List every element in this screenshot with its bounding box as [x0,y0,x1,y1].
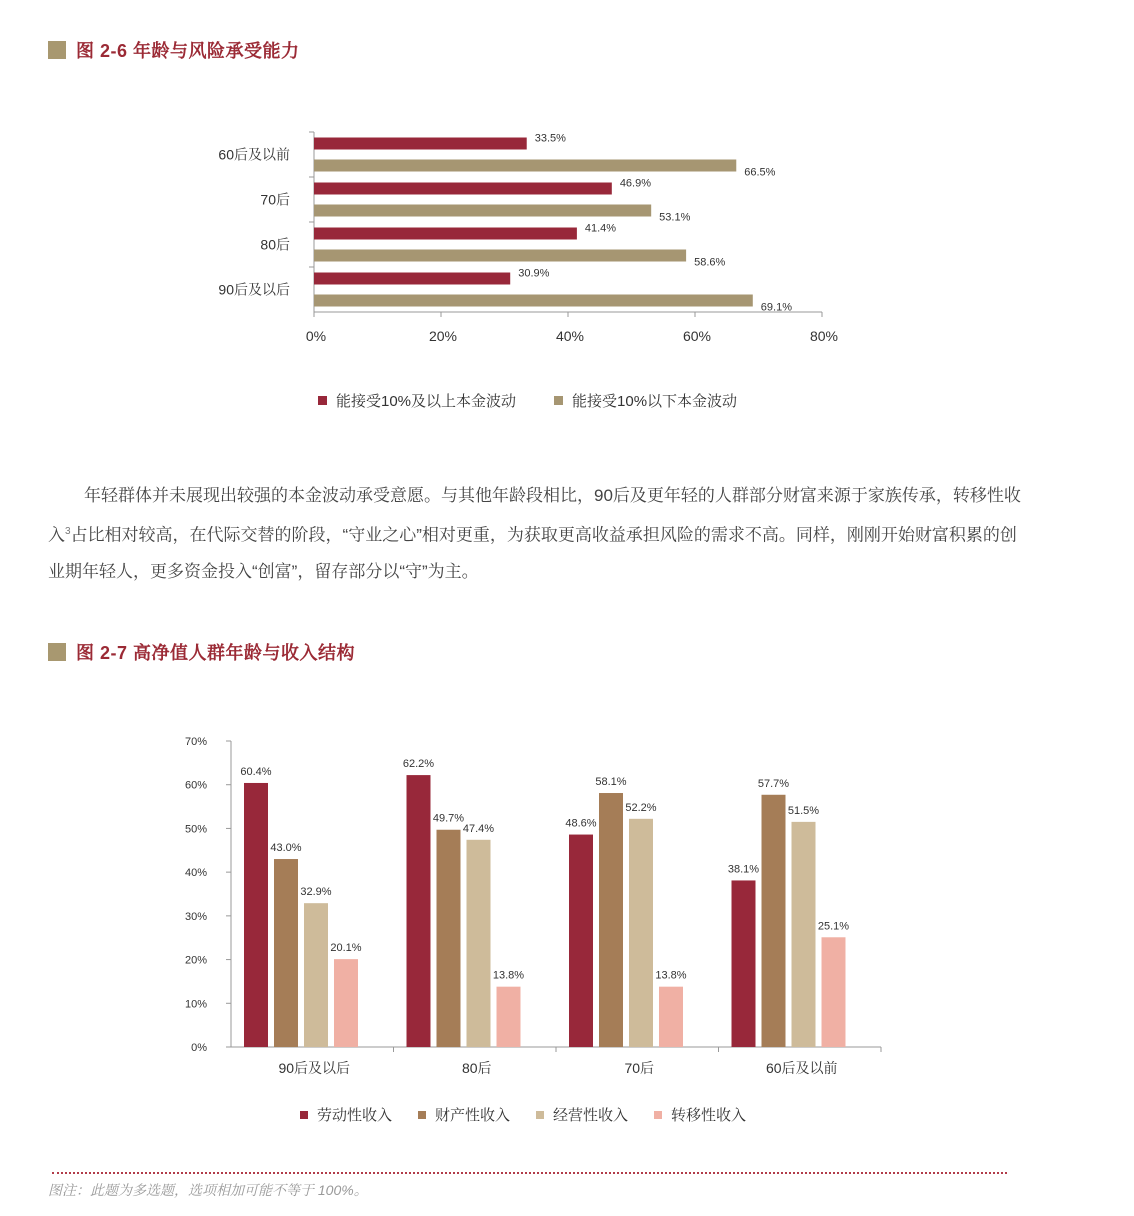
x-category-label: 90后及以后 [278,1060,351,1076]
y-tick-label: 70% [184,736,207,748]
legend-swatch [418,1111,426,1119]
y-category-label: 90后及以后 [218,281,290,298]
legend-swatch [318,396,327,405]
bar-series-2 [437,830,461,1047]
y-category-label: 60后及以前 [218,146,290,163]
figure-2-7-title: 图 2-7 高净值人群年龄与收入结构 [76,643,356,663]
x-tick-label: 20% [428,328,458,344]
income-structure-chart [150,720,910,1090]
y-category-label: 80后 [260,236,290,253]
heading-square-icon [48,643,66,661]
bar-above-10pct [314,228,577,240]
data-label: 20.1% [330,942,362,955]
bar-series-2 [274,859,298,1047]
bar-series-1 [569,835,593,1047]
bar-series-4 [822,937,846,1047]
data-label: 52.2% [625,801,657,814]
y-category-label: 70后 [260,191,290,208]
legend-swatch [654,1111,662,1119]
x-category-label: 60后及以前 [765,1060,838,1076]
y-tick-label: 0% [191,1042,207,1054]
legend-label: 能接受10%及以上本金波动 [336,393,517,410]
legend-item [318,390,516,411]
bar-series-1 [732,880,756,1047]
data-label: 38.1% [727,863,760,876]
bar-series-2 [599,793,623,1047]
data-label: 57.7% [757,777,790,790]
bar-below-10pct [314,250,686,262]
x-category-label: 80后 [461,1060,492,1076]
x-tick-label: 40% [555,328,585,344]
bar-series-3 [629,819,653,1047]
x-tick-label: 80% [809,328,839,344]
legend-item [536,1104,628,1125]
paragraph-text-1: 年轻群体并未展现出较强的本金波动承受意愿。与其他年龄段相比，90后及更年轻的人群部分财富来源于家族传承，转移性收入 [48,486,1021,545]
legend-swatch [536,1111,544,1119]
data-label: 58.6% [694,256,726,269]
data-label: 62.2% [402,758,435,771]
legend-item [654,1104,746,1125]
data-label: 46.9% [619,177,652,190]
income-structure-legend [300,1104,772,1125]
bar-above-10pct [314,138,527,150]
bar-above-10pct [314,183,612,195]
bar-below-10pct [314,295,753,307]
data-label: 41.4% [584,222,617,235]
heading-square-icon [48,41,66,59]
data-label: 43.0% [270,842,302,855]
data-label: 13.8% [655,969,687,982]
y-tick-label: 40% [184,867,207,880]
footnote-ref[interactable]: 3 [65,526,71,537]
legend-swatch [300,1111,308,1119]
legend-item [554,390,737,411]
data-label: 58.1% [595,776,627,789]
data-label: 33.5% [534,132,566,145]
figure-2-6-title: 图 2-6 年龄与风险承受能力 [76,41,300,61]
bar-above-10pct [314,273,510,285]
legend-label: 劳动性收入 [317,1107,393,1124]
footnote: 图注：此题为多选题，选项相加可能不等于 100%。 [48,1182,368,1198]
data-label: 66.5% [744,166,776,179]
bar-series-4 [497,987,521,1047]
bar-series-3 [467,840,491,1047]
bar-series-4 [334,959,358,1047]
data-label: 25.1% [817,920,850,933]
legend-item [300,1104,392,1125]
data-label: 30.9% [518,267,550,280]
risk-tolerance-chart [180,115,860,355]
data-label: 13.8% [492,969,525,982]
bar-series-2 [762,795,786,1047]
figure-2-7-heading [48,640,355,664]
footnote-divider [52,1172,1007,1174]
y-tick-label: 60% [184,779,207,792]
x-category-label: 70后 [624,1060,655,1076]
body-paragraph [48,478,1028,590]
bar-below-10pct [314,205,651,217]
bar-series-1 [407,775,431,1047]
data-label: 48.6% [565,817,597,830]
bar-series-3 [792,822,816,1047]
legend-swatch [554,396,563,405]
data-label: 49.7% [432,812,465,825]
legend-label: 转移性收入 [671,1107,747,1124]
figure-2-6-heading [48,38,300,62]
bar-series-1 [244,783,268,1047]
legend-label: 财产性收入 [435,1107,511,1124]
y-tick-label: 30% [184,910,207,923]
data-label: 32.9% [300,886,332,899]
y-tick-label: 10% [184,998,207,1011]
risk-tolerance-legend [318,390,775,411]
bar-series-3 [304,903,328,1047]
bar-series-4 [659,987,683,1047]
data-label: 60.4% [240,765,272,778]
data-label: 47.4% [462,822,495,835]
legend-label: 能接受10%以下本金波动 [572,393,738,410]
data-label: 53.1% [659,211,691,224]
legend-label: 经营性收入 [553,1107,629,1124]
paragraph-text-2: 占比相对较高，在代际交替的阶段，“守业之心”相对更重，为获取更高收益承担风险的需求不高。同样，刚刚开始财富积累的创业期年轻人，更多资金投入“创富”，留存部分以“守”为主。 [48,525,1017,581]
data-label: 51.5% [787,804,820,817]
x-tick-label: 0% [305,328,327,344]
bar-below-10pct [314,160,736,172]
x-tick-label: 60% [682,328,712,344]
y-tick-label: 20% [184,954,207,967]
legend-item [418,1104,510,1125]
y-tick-label: 50% [184,823,207,836]
data-label: 69.1% [760,301,792,314]
